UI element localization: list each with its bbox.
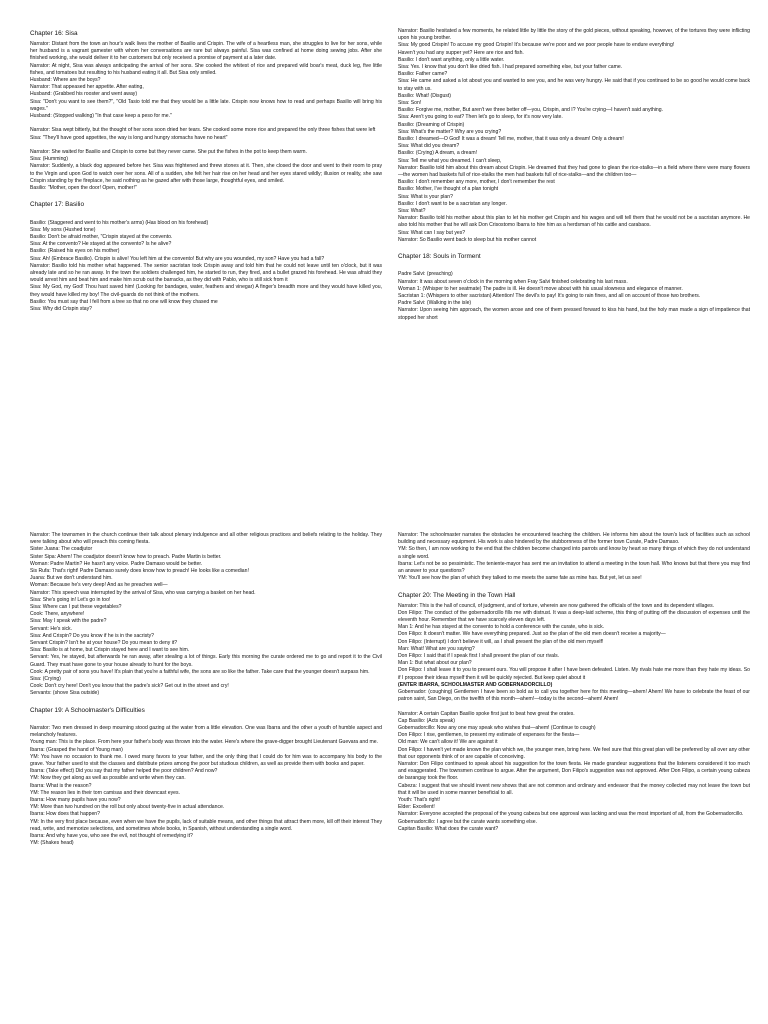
script-line: Servants: (shove Sisa outside) [30,690,100,697]
script-line: Sisa: He came and asked a lot about you and wanted to see you, and he was very hungry. He said that if you continued to be so good he would come back to stay with us. [398,78,750,92]
script-line: Padre Salvi: (preaching) [398,271,453,278]
script-line: YM: So then, I am now working to the end that the children become changed into parrots and know by heart so many things of which they do not understand a single word. [398,546,750,560]
script-line: Sisa: What can I say but yes? [398,229,466,236]
paragraph-gap [30,142,382,149]
script-line: Basilio: I dreamed—O God! It was a dream! Tell me, mother, that it was only a dream! Only a dream! [398,136,624,143]
script-line: Narrator: Two men dressed in deep mourning stood gazing at the water from a little elevation. One was Ibarra and the other a youth of humble aspect and melancholy features. [30,725,382,739]
script-line: Narrator: She waited for Basilio and Crispin to come but they never came. She put the fishes in the pot to keep them warm. [30,149,307,156]
script-line: Sisa: And Crispin? Do you know if he is in the sacristy? [30,632,155,639]
script-line: YM: In the very first place because, even when we have the pupils, lack of suitable means, and other things that attract them more, kill off their interest They read, write, and memorize selections, and sometimes whole books, in Spanish, without understanding a single word. [30,818,382,832]
script-line: Basilio: I don't remember any more, mother, I don't remember the rest [398,179,555,186]
script-line: Narrator: At night, Sisa was always anticipating the arrival of her sons. She cooked the whitest of rice and prepared wild boar's meat, duck leg, five little fishes, and tomatoes but resulting to his husband eating it all. But Sisa only smiled. [30,62,382,76]
script-line: Sisa: Where can I put these vegetables? [30,604,122,611]
script-line: Servant Crispin? Isn't he at your house? Do you mean to deny it? [30,640,178,647]
script-line: Man 1: And he has stayed at the convento to hold a conference with the curate, who is sick. [398,624,605,631]
script-line: Sisa: (Humming) [30,156,68,163]
script-line: Woman: Padre Martin? He hasn't any voice. Padre Damaso would be better. [30,560,203,567]
script-line: Narrator: Basilio told him about this dream about Crispin. He dreamed that they had gone to glean the rice-stalks—in a field where there were many flowers—the women had baskets full of rice-stalks the men had baskets full of rice-stalks—and the children too— [398,164,750,179]
script-line: Basilio: (Staggered and went to his mother's arms) (Has blood on his forehead) [30,219,209,226]
script-line: YM: You have no occasion to thank me. I owed many favors to your father, and the only thing that I could do for him was to accompany his body to the grave. Your father used to visit the classes and distribute prizes among the poor but studious children, as well as provide them with books and paper. [30,753,382,768]
script-line: YM: Now they get along as well as possible and write when they can. [30,775,186,782]
script-line: Ibarra: (Take effect) Did you say that my father helped the poor children? And now? [30,768,218,775]
script-line: Don Filipo: I haven't yet made known the plan which we, the younger men, bring here. We feel sure that this great plan will be preferred by all over any other that our opponents think of or are capable of conceiving. [398,746,750,760]
script-line: Sisa: My good Crispin! To accuse my good Crispin! It's because we're poor and we poor people have to endure everything! [398,42,675,49]
script-line: Ibarra: What is the reason? [30,782,92,789]
script-line: Narrator: This speech was interrupted by the arrival of Sisa, who was carrying a basket on her head. [30,589,256,596]
script-line: Cook: A pretty pair of sons you have! It's plain that you're a faithful wife, the sons are so like the father. Take care that the younger doesn't surpass him. [30,668,370,675]
paragraph-gap [398,703,750,710]
script-line: Basilio: "Mother, open the door! Open, mother!" [30,185,137,192]
script-line: Basilio: (Crying) A dream, a dream! [398,150,477,157]
script-line: Narrator: The townsmen in the church continue their talk about plenary indulgence and all other religious practices and beliefs relating to the holiday. They were talking about who will preach this coming fiesta. [30,532,382,546]
script-line: Narrator: Basilio told his mother about this plan to let his mother get Crispin and his wages and will tell them that he would not be a sacristan anymore. He also told his mother that he will ask Don Crisostomo Ibarra to hire him as a herdsman of his cattle and carabaos. [398,215,750,229]
script-line: Servant: He's sick. [30,625,73,632]
script-line: Sisa: What is your plan? [398,193,453,200]
script-line: Cook: There, anywhere! [30,611,85,618]
script-line: Ibarra: How does that happen? [30,811,100,818]
script-line: Old man: We can't allow it! We are against it [398,739,498,746]
script-line: Servant: Yes, he stayed, but afterwards he ran away, after stealing a lot of things. Early this morning the curate ordered me to go and report it to the Civil Guard. They must have gone to your house already to hunt for the boys. [30,654,382,668]
script-line: Don Filipo: I shall leave it to you to present ours. You will propose it after I have been defeated. Listen. My rivals hate me more than they hate my ideas. So if I propose their ideas myself then it will be quickly rejected. But keep quiet about it [398,667,750,681]
script-line: Ibarra: How many pupils have you now? [30,797,121,804]
script-line: Basilio: Don't be afraid mother, "Crispin stayed at the convento. [30,234,173,241]
script-line: YM: (Shakes head) [30,840,74,847]
script-line: Man: What! What are you saying? [398,645,475,652]
script-line: Husband: (Grabbed his rooster and went away) [30,91,138,98]
script-line: Sisa: (Crying) [30,676,61,683]
script-line: Narrator: Don Filipo continued to speak about his suggestion for the town fiesta. He made grandeur suggestions that the listeners considered it too much and exaggerated. The townsmen continue to argue. After the argument, Don Filipo's suggestion was not approved. After Don Filipo, a certain young cabeza de barangay took the floor. [398,761,750,782]
script-line: Sister Sipa: Ahem! The coadjutor doesn't know how to preach. Padre Martin is better. [30,553,222,560]
script-line: Don Filipo: I rise, gentlemen, to present my estimate of expenses for the fiesta— [398,732,580,739]
script-line: Cabeza: I suggest that we should invent new shows that are not common and ordinary and endeavor that the money collected may not leave the town but that it will be used in some manner beneficial to all. [398,782,750,796]
script-line: YM: You'll see how the plan of which they talked to me meets the same fate as mine has. But yet, let us see! [398,575,642,582]
script-line: Cook: Don't cry here! Don't you know that the padre's sick? Get out in the street and cry! [30,683,229,690]
script-line: Sisa: What's the matter? Why are you crying? [398,128,502,135]
script-line: (ENTER IBARRA, SCHOOLMASTER AND GOBERNADORCILLO) [398,681,553,688]
script-line: Woman: Because he's very deep! And as he preaches well— [30,582,168,589]
script-line: Sisa: My God, my God! Thou hast saved him! (Looking for bandages, water, feathers and vinegar) A finger's breadth more and they would have killed you, they would have killed my boy! The civil-guards do not think of the mothers. [30,284,382,298]
script-line: Narrator: Everyone accepted the proposal of the young cabeza but one approval was lacking and was the most important of all, from the Gobernadorcillo. [398,811,744,818]
paragraph-gap [398,244,750,251]
script-line: Narrator: Upon seeing him approach, the women arose and one of them pressed forward to kiss his hand, but the holy man made a sign of impatience that stopped her short [398,307,750,321]
script-line: Husband: (Stopped walking) "In that case keep a peso for me." [30,113,172,120]
script-line: Narrator: Basilio hesitated a few moments, he related little by little the story of the gold pieces, without speaking, however, of the tortures they were inflicting upon his young brother. [398,28,750,42]
script-line: Sis Rufa: That's right! Padre Damaso surely does know how to preach! He looks like a comedian! [30,568,249,575]
script-line: Don Filipo: (Interrupt) I don't believe it will, as I shall present the plan of the old men myself! [398,638,604,645]
script-line: Juana: But we don't understand him. [30,575,113,582]
page-top-left [30,28,382,508]
paragraph-gap [30,718,382,725]
script-line: Woman 1: (Whisper to her seatmate) The padre is ill. He doesn't move about with his usual slowness and elegance of manner. [398,285,683,292]
script-line: Ibarra: (Grasped the hand of Young man) [30,746,123,753]
script-line: Haven't you had any supper yet? Here are rice and fish. [398,49,524,56]
script-line: Cap Basilio: (Acts speak) [398,717,455,724]
script-line: Ibarra: Let's not be so pessimistic. The teniente-mayor has sent me an invitation to attend a meeting in the town hall. Who knows but that there you may find an answer to your questions? [398,560,750,575]
script-line: Sisa: Basilio is at home, but Crispin stayed here and I want to see him. [30,647,190,654]
script-line: Sisa: Son! [398,100,422,107]
script-line: Sisa: May I speak with the padre? [30,618,107,625]
script-line: Basilio: I don't want to be a sacristan any longer. [398,200,507,207]
script-line: Elder: Excellent! [398,804,435,811]
script-line: Gobernadorcillo: Now any one may speak who wishes that—ahem! (Continue to cough) [398,725,596,732]
script-line: Basilio: You must say that I fell from a tree so that no one will know they chased me [30,298,218,305]
script-line: Capitan Basilio: What does the curate want? [398,825,499,832]
script-line: Sisa: My sons (Hushed tone) [30,226,96,233]
script-line: Sisa: Ah! (Embrace Basilio). Crispin is alive! You left him at the convento! But why are you wounded, my son? Have you had a fall? [30,255,325,262]
paragraph-gap [30,212,382,219]
script-line: Ibarra: And why have you, who see the evil, not thought of remedying it? [30,833,193,840]
script-line: Sisa: She's going in! Let's go in too! [30,596,111,603]
chapter-heading: Chapter 18: Souls in Torment [398,253,481,261]
script-line: Narrator: It was about seven o'clock in the morning when Fray Salvi finished celebrating his last mass. [398,278,628,285]
paragraph-gap [398,582,750,589]
script-line: Narrator: That appeased her appetite. After eating, [30,84,144,91]
script-line: Basilio: Forgive me, mother, But aren't we three better off—you, Crispin, and I? You're crying—I haven't said anything. [398,107,664,114]
script-line: Basilio: (Raised his eyes on his mother) [30,248,120,255]
script-line: Husband: Where are the boys? [30,77,101,84]
chapter-heading: Chapter 16: Sisa [30,30,78,37]
script-line: Basilio: (Dreaming of Crispin) [398,121,465,128]
page-bottom-left [30,532,382,1012]
script-line: Basilio: What! (Disgust) [398,92,451,99]
script-line: Gobernadorcillo: I agree but the curate wants something else. [398,818,538,825]
paragraph-gap [398,264,750,271]
script-line: Youth: That's right! [398,797,441,804]
chapter-heading: Chapter 20: The Meeting in the Town Hall [398,591,516,599]
chapter-heading: Chapter 19: A Schoolmaster's Difficulties [30,706,145,714]
script-line: YM: More than two hundred on the roll but only about twenty-five in actual attendance. [30,804,225,811]
script-line: Narrator: The schoolmaster narrates the obstacles he encountered teaching the children. He informs him about the town's lack of facilities such as school building and necessary equipment. His work is also hindered by the stubbornness of the former town Curate, Padre Damaso. [398,532,750,546]
script-line: Sisa: "Don't you want to see them?", "Old Tasio told me that they would be a little late. Crispin now knows how to read and perhaps Basilio will bring his wages." [30,98,382,112]
script-line: Sisa: "They'll have good appetites, the way is long and hungry stomachs have no heart" [30,134,228,141]
paragraph-gap [30,192,382,199]
script-line: Basilio: Mother, I've thought of a plan tonight [398,186,499,193]
page-bottom-right [398,532,750,1012]
script-line: Narrator: So Basilio went back to sleep but his mother cannot [398,236,537,243]
script-line: Sisa: Yes. I know that you don't like dried fish. I had prepared something else, but your father came. [398,64,623,71]
script-line: Don Filipo: It doesn't matter. We have everything prepared. Just so the plan of the old men doesn't receive a majority— [398,631,666,638]
script-line: Basilio: I don't want anything, only a little water. [398,56,505,63]
script-line: Narrator: A certain Capitan Basilio spoke first just to beat how great the orates. [398,710,575,717]
script-line: Young man: This is the place. From here your father's body was thrown into the water. Here's where the grave-digger brought Lieutenant Guevara and me. [30,739,378,746]
script-line: Basilio: Father came? [398,71,448,78]
script-line: Sisa: Aren't you going to eat? Then let's go to sleep, for it's now very late. [398,114,563,121]
script-line: Sacristan 1: (Whispers to other sacristan) Attention! The devil's to pay! It's going to rain fines, and all on account of those two brothers. [398,293,701,300]
script-line: Narrator: This is the hall of council, of judgment, and of torture, wherein are now gathered the officials of the town and its dependent villages. [398,602,715,609]
chapter-heading: Chapter 17: Basilio [30,201,84,209]
script-line: Narrator: Sisa wept bitterly, but the thought of her sons soon dried her tears. She cooked some more rice and prepared the only three fishes that were left [30,127,376,134]
script-line: Narrator: Suddenly, a black dog appeared before her. Sisa was frightened and threw stones at it. Then, she closed the door and went to their room to pray to the Virgin and upon God to watch over her sons. All of a sudden, she felt her hair rise on her head and her eyes stared wildly; illusion or reality, she saw Crispin standing by the fireplace, he said nothing as he gazed after with those large, thoughtful eyes, and smiled. [30,163,382,184]
script-line: YM: The reason lies in their torn camisas and their downcast eyes. [30,789,180,796]
script-line: Sisa: Tell me what you dreamed. I can't sleep, [398,157,502,164]
script-line: Sisa: At the convento? He stayed at the convento? Is he alive? [30,241,172,248]
script-line: Narrator: Distant from the town an hour's walk lives the mother of Basilio and Crispin. The wife of a heartless man, she struggles to live for her sons, while her husband is a vagrant gamester with whom her conversations are rare but always painful. Sisa was confined at home doing sewing jobs. After she finished working, she would deliver it to her customers but only received a promise of payment at a later date. [30,41,382,62]
script-line: Don Filipo: The conduct of the gobernadorcillo fills me with distrust. It was a deep-laid scheme, this thing of putting off the discussion of expenses until the eleventh hour. Remember that we have scarcely eleven days left. [398,609,750,624]
page-top-right [398,28,750,508]
script-line: Padre Salvi: (Walking in the isle) [398,300,472,307]
script-line: Sister Juana: The coadjutor [30,546,93,553]
script-line: Sisa: What did you dream? [398,143,460,150]
script-line: Man 1: But what about our plan? [398,660,472,667]
script-line: Don Filipo: I said that if I speak first I shall present the plan of our rivals. [398,653,560,660]
script-line: Sisa: What? [398,208,426,215]
script-line: Gobernador: (coughing) Gentlemen I have been so bold as to call you together here for this meeting—ahem! Ahem! We have to celebrate the feast of our patron saint, San Diego, on the twelfth of this month—ahem!—today is the second—ahem! Ahem! [398,689,750,703]
paragraph-gap [30,120,382,127]
script-line: Narrator: Basilio told his mother what happened. The senior sacristan took Crispin away and told him that he could not leave until ten o'clock, but it was already late and so he ran away. In the town the soldiers challenged him, he started to run, they fired, and a bullet grazed his forehead. He was afraid they would arrest him and beat him and make him scrub out the barracks, as they did with Pablo, who is still sick from it [30,262,382,284]
script-line: Sisa: Why did Crispin stay? [30,306,92,313]
paragraph-gap [30,698,382,705]
